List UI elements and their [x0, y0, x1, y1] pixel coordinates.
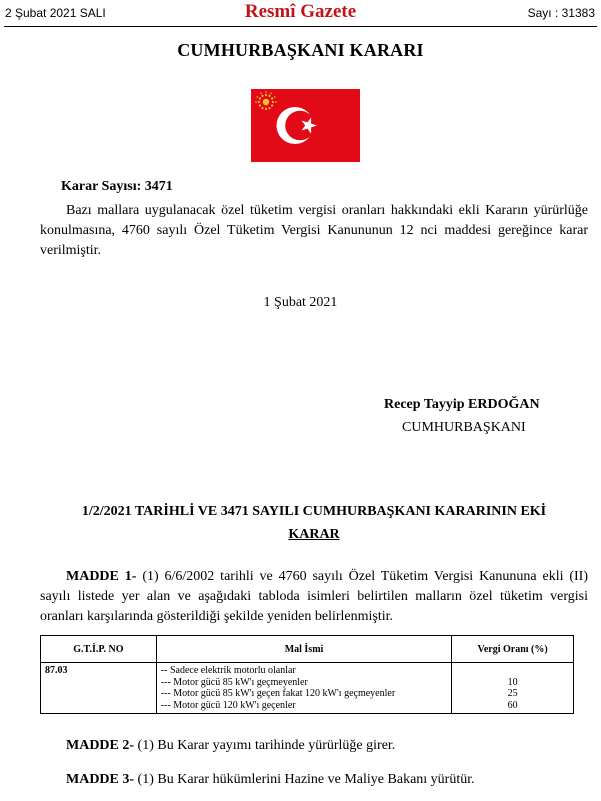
issue-number: Sayı : 31383 — [527, 6, 595, 20]
tax-rate: 25 — [507, 688, 518, 699]
article-2-text: (1) Bu Karar yayımı tarihinde yürürlüğe girer. — [134, 738, 396, 753]
gazette-title: Resmî Gazete — [244, 1, 357, 22]
article-2-lead: MADDE 2- — [66, 738, 135, 753]
table-header-row — [41, 636, 574, 663]
signer-title: CUMHURBAŞKANI — [402, 420, 526, 435]
table-row — [41, 663, 574, 714]
item-name: --- Motor gücü 120 kW'ı geçenler — [160, 699, 296, 711]
tax-rate: 60 — [507, 699, 518, 711]
item-name: --- Motor gücü 85 kW'ı geçen fakat 120 kW'ı geçmeyenler — [160, 688, 396, 699]
signer-name: Recep Tayyip ERDOĞAN — [384, 397, 540, 412]
header-item-name: Mal İsmi — [156, 636, 451, 663]
header-date: 2 Şubat 2021 SALI — [5, 6, 106, 20]
header-gtip: G.T.İ.P. NO — [41, 636, 157, 663]
tax-rates-cell — [452, 663, 574, 714]
header-divider — [4, 26, 597, 27]
intro-paragraph: Bazı mallara uygulanacak özel tüketim vergisi oranları hakkındaki ekli Kararın yürürlüğe konulmasına, 4760 sayılı Özel Tüketim Vergisi Kanununun 12 nci maddesi gereğince karar verilmiştir. — [40, 203, 588, 258]
decision-number: Karar Sayısı: 3471 — [61, 179, 173, 194]
article-2 — [66, 738, 395, 754]
annex-title — [40, 500, 588, 546]
article-1-lead: MADDE 1- — [66, 569, 137, 584]
article-1-text: (1) 6/6/2002 tarihli ve 4760 sayılı Özel Tüketim Vergisi Kanununa ekli (II) sayılı listede yer alan ve aşağıdaki tabloda isimleri belirtilen malların özel tüketim vergisi oranları karşılarında gösterildiği şekilde yeniden belirlenmiştir. — [40, 569, 589, 624]
annex-title-line2: KARAR — [288, 527, 340, 542]
item-name: -- Sadece elektrik motorlu olanlar — [160, 665, 296, 676]
decision-date: 1 Şubat 2021 — [263, 295, 338, 310]
item-names-cell — [156, 663, 451, 714]
tax-rate-table — [40, 635, 574, 714]
tax-rate: 10 — [507, 676, 518, 688]
annex-title-line1: 1/2/2021 TARİHLİ VE 3471 SAYILI CUMHURBAŞKANI KARARININ EKİ — [81, 504, 547, 519]
gtip-code: 87.03 — [41, 663, 157, 714]
header-tax-rate: Vergi Oranı (%) — [452, 636, 574, 663]
item-name: --- Motor gücü 85 kW'ı geçmeyenler — [160, 676, 308, 688]
tax-rate — [456, 665, 569, 677]
article-3-text: (1) Bu Karar hükümlerini Hazine ve Maliye Bakanı yürütür. — [134, 772, 475, 787]
article-3-lead: MADDE 3- — [66, 772, 135, 787]
gazette-header — [0, 0, 601, 28]
article-3 — [66, 772, 475, 788]
article-1 — [40, 567, 588, 627]
page-title: CUMHURBAŞKANI KARARI — [177, 40, 424, 60]
turkish-flag-icon — [251, 89, 360, 162]
